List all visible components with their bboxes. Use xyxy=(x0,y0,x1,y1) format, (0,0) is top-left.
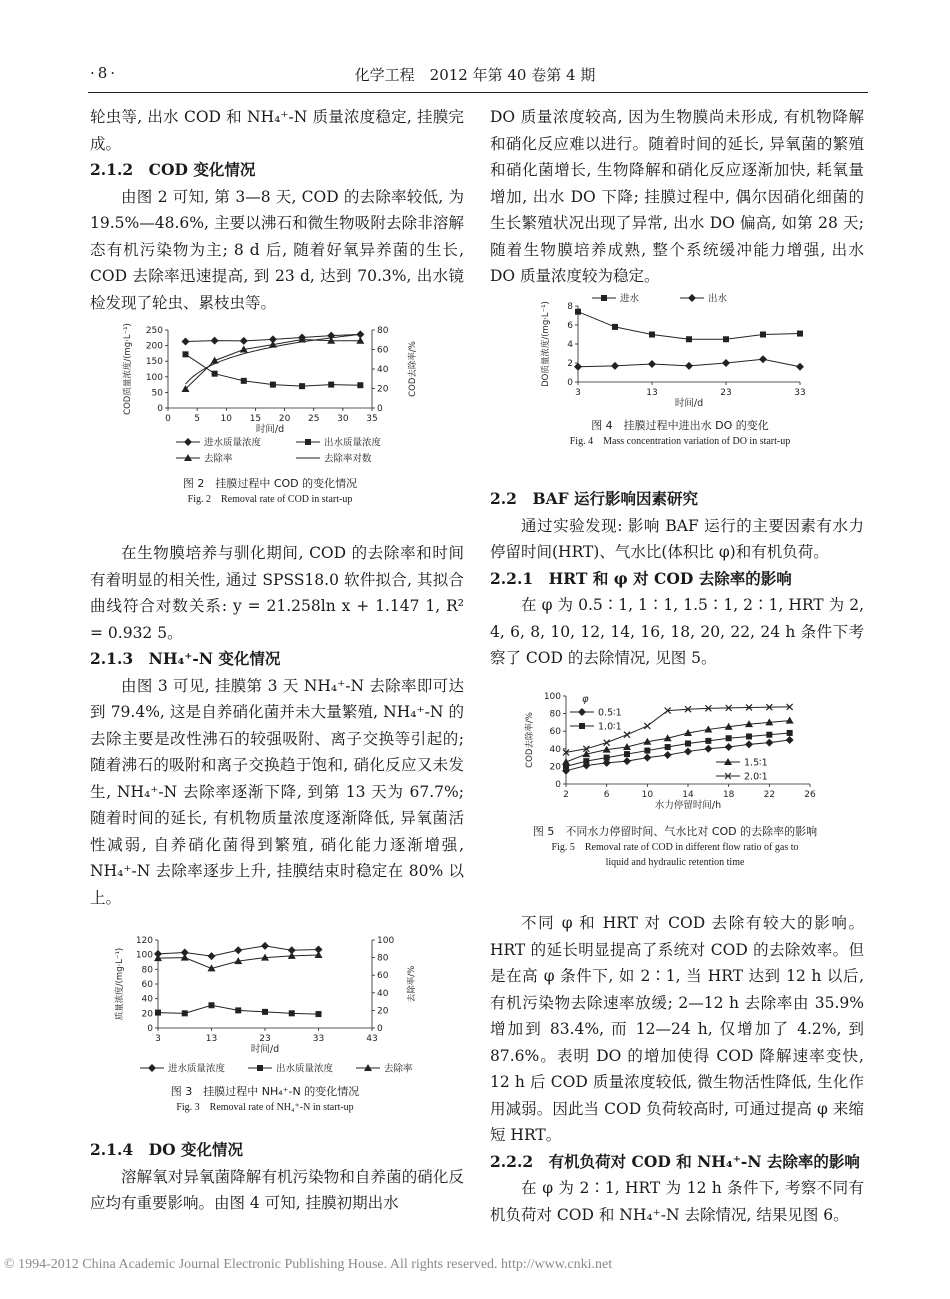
y-tick-label: 0 xyxy=(555,780,561,790)
data-point xyxy=(705,738,711,744)
data-point xyxy=(261,942,269,950)
x-tick-label: 25 xyxy=(307,414,320,424)
data-point xyxy=(796,363,804,371)
legend-marker xyxy=(579,723,585,729)
data-point xyxy=(797,331,803,337)
x-tick-label: 26 xyxy=(804,790,816,800)
data-point xyxy=(182,351,188,357)
y-tick-label: 50 xyxy=(151,388,163,399)
paragraph: 由图 3 可见, 挂膜第 3 天 NH₄⁺-N 去除率即可达到 79.4%, 这是自养硝化菌并未大量繁殖, NH₄⁺-N 的去除主要是改性沸石的较强吸附、离子交换等引起的; 随着沸石的吸附和离子交换趋于饱和, 硝化反应又未发生, NH₄⁺-N 去除率逐渐下降, 到第 13 天为 67.7%; 随着时间的延长, 有机物质量浓度逐渐降低, 异氧菌活性减弱, 自养硝化菌得到繁殖, 硝化能力逐渐增强, NH₄⁺-N 去除率逐步上升, 挂膜结束时稳定在 80% 以上。 xyxy=(90,676,464,907)
legend-label: 进水质量浓度 xyxy=(204,437,262,449)
paragraph: 在 φ 为 2∶1, HRT 为 12 h 条件下, 考察不同有机负荷对 COD 和 NH₄⁺-N 去除情况, 结果见图 6。 xyxy=(490,1179,864,1224)
figure-4 xyxy=(530,292,830,462)
series-line-0 xyxy=(578,312,800,340)
legend-label: 出水质量浓度 xyxy=(324,437,382,449)
data-point xyxy=(684,747,692,755)
x-tick-label: 5 xyxy=(194,414,201,424)
y-tick-label: 0 xyxy=(147,1024,153,1034)
data-point xyxy=(686,336,692,342)
y-tick-label: 0 xyxy=(157,404,163,414)
legend-label: 去除率 xyxy=(204,453,233,465)
y-axis-label: 质量浓度/(mg·L⁻¹) xyxy=(115,947,125,1021)
data-point xyxy=(211,337,219,345)
y2-axis-label: COD去除率/% xyxy=(408,341,418,397)
x-tick-label: 14 xyxy=(682,790,694,800)
x-tick-label: 33 xyxy=(312,1034,325,1044)
chart-fig4 xyxy=(530,292,830,414)
data-point xyxy=(624,751,630,757)
header-rule xyxy=(88,92,868,93)
data-point xyxy=(208,952,216,960)
legend-label: 0.5∶1 xyxy=(598,707,622,719)
paragraph: 轮虫等, 出水 COD 和 NH₄⁺-N 质量浓度稳定, 挂膜完成。 xyxy=(90,108,464,153)
data-point xyxy=(604,740,610,746)
right-column-middle xyxy=(490,486,864,672)
x-tick-label: 43 xyxy=(366,1034,378,1044)
data-point xyxy=(241,378,247,384)
figure-3 xyxy=(100,930,430,1115)
x-tick-label: 18 xyxy=(722,790,735,800)
x-tick-label: 3 xyxy=(575,388,581,398)
data-point xyxy=(685,362,693,370)
y2-tick-label: 60 xyxy=(377,345,389,356)
data-point xyxy=(181,338,189,346)
figure-2-caption-en: Fig. 2 Removal rate of COD in start-up xyxy=(187,494,353,505)
y2-tick-label: 20 xyxy=(377,384,389,395)
paragraph: 由图 2 可知, 第 3—8 天, COD 的去除率较低, 为 19.5%—48.6%, 主要以沸石和微生物吸附去除非溶解态有机污染物为主; 8 d 后, 随着好氧异养菌的生长, COD 去除率迅速提高, 到 23 d, 达到 70.3%, 出水镜检发现了轮虫、累枝虫等。 xyxy=(90,187,464,312)
legend-marker xyxy=(184,438,192,446)
data-point xyxy=(704,745,712,753)
data-point xyxy=(209,1002,215,1008)
y2-tick-label: 20 xyxy=(377,1006,389,1017)
journal-header: 化学工程 2012 年第 40 卷第 4 期 xyxy=(354,66,596,84)
data-point xyxy=(299,383,305,389)
y-tick-label: 40 xyxy=(141,994,153,1005)
legend-marker xyxy=(305,439,311,445)
y2-tick-label: 0 xyxy=(377,404,383,414)
data-point xyxy=(623,757,631,765)
y-tick-label: 20 xyxy=(141,1009,153,1020)
data-point xyxy=(745,740,753,748)
x-axis-label: 水力停留时间/h xyxy=(654,800,722,811)
section-heading-2-2: 2.2 BAF 运行影响因素研究 xyxy=(490,489,698,508)
y-tick-label: 6 xyxy=(567,321,573,331)
data-point xyxy=(357,382,363,388)
data-point xyxy=(155,1010,161,1016)
x-tick-label: 22 xyxy=(763,790,776,800)
legend-label: 去除率 xyxy=(384,1063,413,1075)
x-tick-label: 13 xyxy=(205,1034,218,1044)
y-tick-label: 60 xyxy=(141,980,153,990)
chart-fig3 xyxy=(100,930,430,1080)
data-point xyxy=(644,723,650,729)
y-tick-label: 100 xyxy=(543,692,561,702)
data-point xyxy=(611,362,619,370)
x-tick-label: 30 xyxy=(337,414,349,424)
figure-2 xyxy=(110,320,430,510)
y2-tick-label: 40 xyxy=(377,988,389,999)
data-point xyxy=(722,359,730,367)
section-heading-2-2-2: 2.2.2 有机负荷对 COD 和 NH₄⁺-N 去除率的影响 xyxy=(490,1151,860,1171)
left-column-bottom xyxy=(90,1137,464,1217)
paragraph: 在生物膜培养与驯化期间, COD 的去除率和时间有着明显的相关性, 通过 SPSS18.0 软件拟合, 其拟合曲线符合对数关系: y = 21.258ln x + 1.147 1, R² = 0.932 5。 xyxy=(90,544,464,642)
legend-marker xyxy=(148,1064,156,1072)
y-tick-label: 2 xyxy=(567,359,573,369)
legend-label: 出水 xyxy=(708,293,728,305)
y-axis-label: DO质量浓度/(mg·L⁻¹) xyxy=(541,301,551,387)
y2-tick-label: 80 xyxy=(377,326,389,336)
data-point xyxy=(760,332,766,338)
y-tick-label: 200 xyxy=(145,341,163,352)
chart-fig2 xyxy=(110,320,430,472)
data-point xyxy=(270,382,276,388)
figure-2-caption-zh: 图 2 挂膜过程中 COD 的变化情况 xyxy=(182,477,358,490)
paragraph: 在 φ 为 0.5∶1, 1∶1, 1.5∶1, 2∶1, HRT 为 2, 4, 6, 8, 10, 12, 14, 16, 18, 20, 22, 24 h 条件下考察了 COD 的去除情况, 见图 5。 xyxy=(490,596,864,667)
figure-3-caption-en: Fig. 3 Removal rate of NH₄⁺-N in start-up xyxy=(176,1102,354,1113)
page-number: ·8· xyxy=(90,64,119,82)
paragraph: DO 质量浓度较高, 因为生物膜尚未形成, 有机物降解和硝化反应难以进行。随着时间的延长, 异氧菌的繁殖和硝化菌增长, 生物降解和硝化反应逐渐加快, 耗氧量增加, 出水 DO 下降; 挂膜过程中, 偶尔因硝化细菌的生长繁殖状况出现了异常, 出水 DO 偏高, 如第 28 天; 随着生物膜培养成熟, 整个系统缓冲能力增强, 出水 DO 质量浓度较为稳定。 xyxy=(490,108,864,285)
data-point xyxy=(315,951,323,958)
data-point xyxy=(644,748,650,754)
y-tick-label: 100 xyxy=(135,950,153,961)
legend-label: 去除率对数 xyxy=(324,453,372,465)
y-tick-label: 0 xyxy=(567,378,573,388)
right-column-top xyxy=(490,104,864,290)
data-point xyxy=(685,741,691,747)
x-tick-label: 0 xyxy=(165,414,171,424)
data-point xyxy=(648,360,656,368)
data-point xyxy=(235,1007,241,1013)
x-tick-label: 2 xyxy=(563,790,569,800)
data-point xyxy=(765,739,773,747)
data-point xyxy=(289,1010,295,1016)
paragraph: 溶解氧对异氧菌降解有机污染物和自养菌的硝化反应均有重要影响。由图 4 可知, 挂膜初期出水 xyxy=(90,1167,464,1212)
data-point xyxy=(786,717,794,724)
figure-4-caption-zh: 图 4 挂膜过程中进出水 DO 的变化 xyxy=(591,419,769,432)
y2-tick-label: 60 xyxy=(377,971,389,982)
right-column-bottom xyxy=(490,910,864,1228)
y-tick-label: 80 xyxy=(141,965,153,976)
data-point xyxy=(604,755,610,761)
data-point xyxy=(643,754,651,762)
x-tick-label: 6 xyxy=(603,790,610,800)
left-column-top xyxy=(90,104,464,316)
x-axis-label: 时间/d xyxy=(674,398,704,409)
chart-fig5 xyxy=(510,688,840,820)
y-tick-label: 100 xyxy=(145,372,163,383)
paragraph: 通过实验发现: 影响 BAF 运行的主要因素有水力停留时间(HRT)、气水比(体积比 φ)和有机负荷。 xyxy=(490,516,864,561)
legend-marker xyxy=(257,1065,263,1071)
y-tick-label: 60 xyxy=(549,727,561,738)
y-tick-label: 250 xyxy=(145,326,163,336)
figure-5-caption-en1: Fig. 5 Removal rate of COD in different flow ratio of gas to xyxy=(551,842,799,853)
y-tick-label: 80 xyxy=(549,709,561,720)
legend-label: 2.0∶1 xyxy=(744,771,768,783)
x-tick-label: 3 xyxy=(155,1034,161,1044)
legend-label: 进水 xyxy=(620,293,640,305)
x-tick-label: 10 xyxy=(220,414,233,424)
legend-label: 1.5∶1 xyxy=(744,757,768,769)
legend-label: 出水质量浓度 xyxy=(276,1063,334,1075)
x-axis-label: 时间/d xyxy=(255,424,285,435)
data-point xyxy=(649,332,655,338)
legend-label: 1.0∶1 xyxy=(598,721,622,733)
y2-tick-label: 40 xyxy=(377,365,389,375)
figure-3-caption-zh: 图 3 挂膜过程中 NH₄⁺-N 的变化情况 xyxy=(170,1085,360,1098)
data-point xyxy=(328,382,334,388)
data-point xyxy=(766,732,772,738)
data-point xyxy=(612,324,618,330)
series-line-1 xyxy=(185,354,360,386)
data-point xyxy=(746,733,752,739)
legend-label: 进水质量浓度 xyxy=(168,1063,226,1075)
data-point xyxy=(664,751,672,759)
data-point xyxy=(759,355,767,363)
x-tick-label: 20 xyxy=(278,414,291,424)
y-axis-label: COD去除率/% xyxy=(525,712,535,768)
data-point xyxy=(574,363,582,371)
x-tick-label: 15 xyxy=(249,414,262,424)
data-point xyxy=(234,946,242,954)
x-tick-label: 23 xyxy=(720,388,732,398)
y2-tick-label: 100 xyxy=(377,936,395,946)
x-tick-label: 23 xyxy=(259,1034,271,1044)
data-point xyxy=(723,336,729,342)
section-heading-2-1-3: 2.1.3 NH₄⁺-N 变化情况 xyxy=(90,649,281,668)
x-axis-label: 时间/d xyxy=(250,1044,280,1055)
data-point xyxy=(786,736,794,744)
data-point xyxy=(665,744,671,750)
x-tick-label: 35 xyxy=(366,414,378,424)
section-heading-2-2-1: 2.2.1 HRT 和 φ 对 COD 去除率的影响 xyxy=(490,568,792,588)
y-tick-label: 40 xyxy=(549,744,561,755)
data-point xyxy=(240,337,248,345)
data-point xyxy=(624,732,630,738)
y2-tick-label: 0 xyxy=(377,1024,383,1034)
figure-4-caption-en: Fig. 4 Mass concentration variation of DO in start-up xyxy=(569,436,791,447)
figure-5 xyxy=(510,688,840,883)
paragraph: 不同 φ 和 HRT 对 COD 去除有较大的影响。HRT 的延长明显提高了系统对 COD 的去除效率。但是在高 φ 条件下, 如 2∶1, 当 HRT 达到 12 h 以后, 有机污染物去除速率放缓; 2—12 h 去除率由 35.9% 增加到 83.4%, 而 12—24 h, 仅增加了 4.2%, 到 87.6%。表明 DO 的增加使得 COD 降解速率变快, 12 h 后 COD 质量浓度较低, 微生物活性降低, 生化作用减弱。因此当 COD 负荷较高时, 可通过提高 φ 来缩短 HRT。 xyxy=(490,914,864,1144)
legend-marker xyxy=(601,295,607,301)
left-column-middle xyxy=(90,540,464,911)
y-tick-label: 8 xyxy=(567,302,573,312)
data-point xyxy=(726,735,732,741)
data-point xyxy=(212,371,218,377)
data-point xyxy=(316,1011,322,1017)
x-tick-label: 10 xyxy=(641,790,654,800)
data-point xyxy=(181,954,189,961)
figure-5-caption-zh: 图 5 不同水力停留时间、气水比对 COD 的去除率的影响 xyxy=(532,825,818,838)
data-point xyxy=(262,1009,268,1015)
y-axis-label: COD质量浓度/(mg·L⁻¹) xyxy=(123,323,133,415)
data-point xyxy=(575,309,581,315)
x-tick-label: 33 xyxy=(794,388,806,398)
data-point xyxy=(182,1010,188,1016)
data-point xyxy=(562,758,570,765)
y-tick-label: 120 xyxy=(135,936,153,946)
section-heading-2-1-4: 2.1.4 DO 变化情况 xyxy=(90,1140,243,1159)
x-tick-label: 13 xyxy=(646,388,658,398)
data-point xyxy=(583,758,589,764)
section-heading-2-1-2: 2.1.2 COD 变化情况 xyxy=(90,160,256,179)
figure-5-caption-en2: liquid and hydraulic retention time xyxy=(605,857,745,868)
legend-marker xyxy=(578,708,586,716)
data-point xyxy=(725,743,733,751)
legend-marker xyxy=(688,294,696,302)
copyright-footer: © 1994-2012 China Academic Journal Electronic Publishing House. All rights reserved. http://www.cnki.net xyxy=(4,1257,613,1272)
y-tick-label: 20 xyxy=(549,762,561,773)
y2-axis-label: 去除率/% xyxy=(407,965,417,1003)
y2-tick-label: 80 xyxy=(377,953,389,964)
legend-title: φ xyxy=(582,694,589,705)
data-point xyxy=(787,730,793,736)
y-tick-label: 4 xyxy=(567,340,573,350)
y-tick-label: 150 xyxy=(145,357,163,368)
